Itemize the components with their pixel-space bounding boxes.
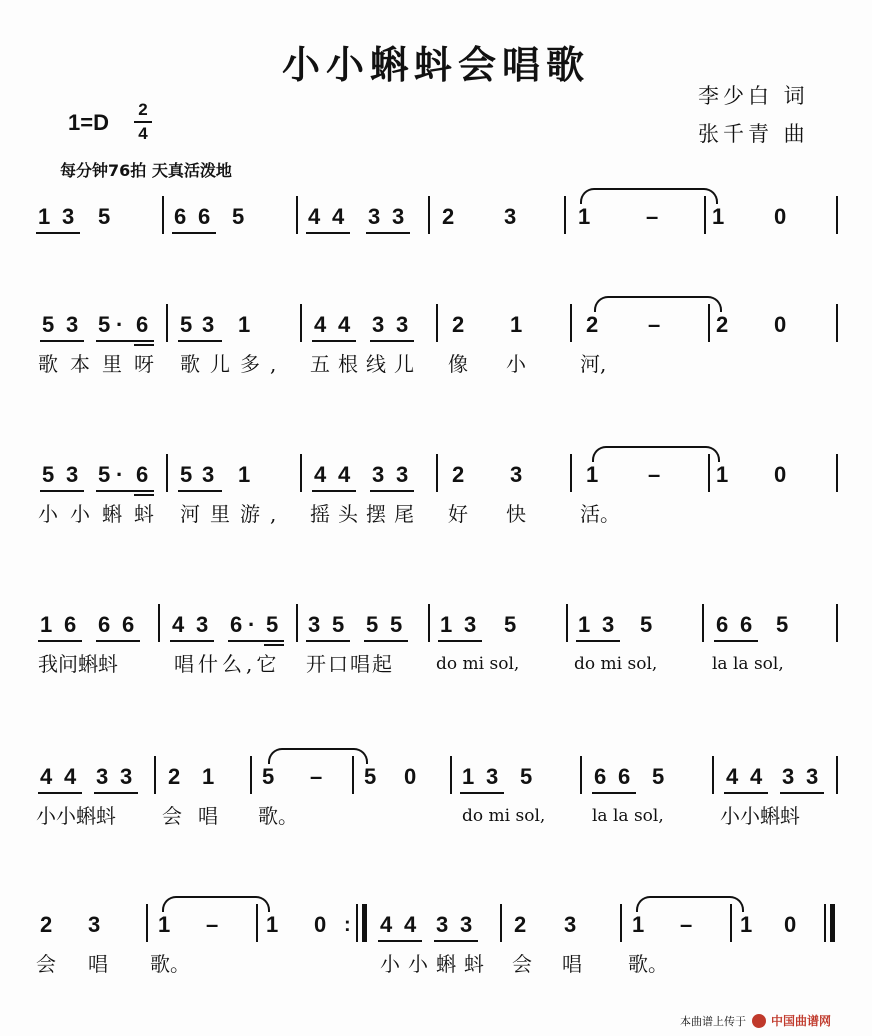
note: 4: [404, 912, 417, 937]
note: 3: [66, 462, 79, 487]
note: 1: [586, 462, 599, 487]
note: 3: [392, 204, 405, 229]
note: 6: [740, 612, 753, 637]
lyric: 河,: [580, 352, 607, 376]
note: 5: [776, 612, 789, 637]
note: 2: [514, 912, 527, 937]
lyric: la la sol,: [592, 806, 664, 826]
song-title: 小小蝌蚪会唱歌: [281, 43, 590, 87]
note: 3: [308, 612, 321, 637]
lyric: 像: [448, 352, 468, 376]
note: –: [646, 204, 659, 229]
score-system-4: [0, 612, 872, 676]
note: 0: [784, 912, 797, 937]
footer-credit: [680, 1012, 831, 1029]
note: 5: [98, 462, 111, 487]
note: 1: [38, 204, 51, 229]
note: 5: [366, 612, 379, 637]
note: –: [648, 462, 661, 487]
note: 2: [442, 204, 455, 229]
lyric: do mi sol,: [462, 806, 546, 826]
note: 5: [266, 612, 279, 637]
note: 4: [726, 764, 739, 789]
note: 3: [436, 912, 449, 937]
note: 3: [460, 912, 473, 937]
note: 4: [338, 312, 351, 337]
lyric: 唱: [562, 952, 582, 976]
note: 3: [396, 462, 409, 487]
key-signature: 1=D: [68, 110, 109, 135]
note: 0: [774, 312, 787, 337]
note: 3: [372, 312, 385, 337]
note: 6: [136, 462, 149, 487]
score-system-6: [0, 912, 872, 976]
time-signature: [134, 100, 152, 144]
augmentation-dot: ·: [248, 612, 256, 637]
lyric: 歌。: [628, 952, 668, 976]
note: 3: [396, 312, 409, 337]
note: 6: [136, 312, 149, 337]
note: 4: [338, 462, 351, 487]
lyric: 小: [506, 352, 526, 376]
note: 1: [716, 462, 729, 487]
footer-brand: 中国曲谱网: [771, 1014, 832, 1028]
footer-prefix: 本曲谱上传于: [680, 1015, 746, 1028]
note: 6: [618, 764, 631, 789]
note: 3: [510, 462, 523, 487]
note: 4: [314, 312, 327, 337]
note: 1: [632, 912, 645, 937]
note: 1: [440, 612, 453, 637]
lyric: do mi sol,: [574, 654, 658, 674]
note: 5: [98, 204, 111, 229]
note: 1: [238, 312, 251, 337]
augmentation-dot: ·: [116, 312, 124, 337]
lyric: 摇头摆尾: [310, 502, 422, 526]
augmentation-dot: ·: [116, 462, 124, 487]
note: 1: [578, 204, 591, 229]
composer-credit: 张千青 曲: [698, 122, 809, 146]
lyric: 小小蝌蚪: [38, 502, 166, 526]
repeat-dots: :: [344, 914, 351, 936]
note: 6: [64, 612, 77, 637]
note: 5: [42, 462, 55, 487]
note: 5: [520, 764, 533, 789]
note: 5: [232, 204, 245, 229]
note: 1: [578, 612, 591, 637]
lyric: 河里游,: [180, 502, 287, 526]
note: 4: [40, 764, 53, 789]
note: 2: [452, 462, 465, 487]
note: 5: [98, 312, 111, 337]
note: 6: [230, 612, 243, 637]
note: 1: [266, 912, 279, 937]
note: 3: [486, 764, 499, 789]
note: 3: [564, 912, 577, 937]
note: 5: [640, 612, 653, 637]
note: 4: [380, 912, 393, 937]
lyric: 会: [162, 804, 182, 828]
note: 1: [238, 462, 251, 487]
lyric: 我问蝌蚪: [38, 652, 118, 676]
note: 3: [66, 312, 79, 337]
lyric: 会: [36, 952, 56, 976]
note: 5: [180, 312, 193, 337]
note: 3: [120, 764, 133, 789]
note: 1: [510, 312, 523, 337]
score-system-5: [0, 764, 872, 828]
tempo-marking: 每分钟76拍 天真活泼地: [60, 161, 232, 180]
note: 5: [42, 312, 55, 337]
lyric: 小小蝌蚪: [380, 952, 492, 976]
lyric: 唱: [88, 952, 108, 976]
lyric: 唱什么,它: [174, 652, 281, 676]
note: 5: [262, 764, 275, 789]
note: 1: [158, 912, 171, 937]
note: 5: [390, 612, 403, 637]
note: 3: [88, 912, 101, 937]
note: 3: [806, 764, 819, 789]
lyric: 歌。: [150, 952, 190, 976]
time-signature-bottom: 4: [138, 124, 148, 143]
note: –: [680, 912, 693, 937]
score-system-2: [0, 312, 872, 376]
note: 3: [96, 764, 109, 789]
note: 4: [172, 612, 185, 637]
note: 0: [404, 764, 417, 789]
note: 3: [62, 204, 75, 229]
note: 6: [98, 612, 111, 637]
note: 3: [368, 204, 381, 229]
note: 6: [122, 612, 135, 637]
note: 6: [174, 204, 187, 229]
note: 2: [716, 312, 729, 337]
lyric: 歌儿多,: [180, 352, 287, 376]
note: 1: [740, 912, 753, 937]
note: 4: [314, 462, 327, 487]
note: 3: [504, 204, 517, 229]
note: 1: [202, 764, 215, 789]
lyric: 歌。: [258, 804, 298, 828]
note: 4: [750, 764, 763, 789]
note: 6: [716, 612, 729, 637]
note: 2: [168, 764, 181, 789]
lyric: 快: [506, 502, 526, 526]
note: 5: [364, 764, 377, 789]
note: 3: [202, 312, 215, 337]
lyric: 开口唱起: [306, 652, 394, 676]
lyric: 小小蝌蚪: [720, 804, 800, 828]
note: 5: [332, 612, 345, 637]
note: 2: [40, 912, 53, 937]
lyric: 好: [448, 502, 468, 526]
lyric: 会: [512, 952, 532, 976]
note: 3: [372, 462, 385, 487]
note: 4: [308, 204, 321, 229]
note: 0: [774, 204, 787, 229]
note: 0: [314, 912, 327, 937]
lyric: do mi sol,: [436, 654, 520, 674]
note: 5: [180, 462, 193, 487]
note: –: [648, 312, 661, 337]
note: 2: [452, 312, 465, 337]
note: 3: [464, 612, 477, 637]
note: 6: [198, 204, 211, 229]
note: 1: [462, 764, 475, 789]
note: 1: [40, 612, 53, 637]
note: 5: [504, 612, 517, 637]
lyric: 歌本里呀: [38, 352, 166, 376]
note: 2: [586, 312, 599, 337]
score-system-1: [0, 204, 872, 264]
note: 6: [594, 764, 607, 789]
note: 3: [602, 612, 615, 637]
note: 4: [64, 764, 77, 789]
lyric: 唱: [198, 804, 218, 828]
site-logo-icon: [752, 1014, 766, 1028]
note: 5: [652, 764, 665, 789]
time-signature-top: 2: [138, 100, 148, 119]
note: 4: [332, 204, 345, 229]
lyric: la la sol,: [712, 654, 784, 674]
lyric: 小小蝌蚪: [36, 804, 116, 828]
lyricist-credit: 李少白 词: [698, 84, 809, 108]
note: 3: [202, 462, 215, 487]
note: 3: [196, 612, 209, 637]
note: 3: [782, 764, 795, 789]
note: 1: [712, 204, 725, 229]
note: –: [206, 912, 219, 937]
lyric: 活。: [580, 502, 620, 526]
lyric: 五根线儿: [310, 352, 422, 376]
note: 0: [774, 462, 787, 487]
score-system-3: [0, 462, 872, 526]
note: –: [310, 764, 323, 789]
